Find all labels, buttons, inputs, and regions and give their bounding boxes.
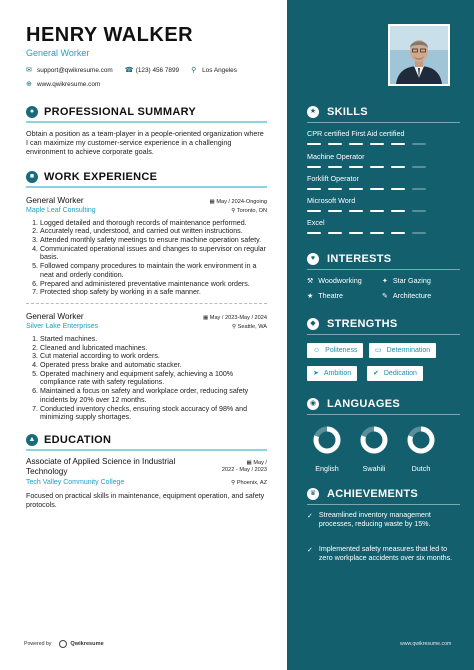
- achievement-item: ✓ Implemented safety measures that led to zero workplace accidents over six months.: [307, 545, 453, 562]
- skill-level-bar: [307, 143, 460, 145]
- language-proficiency-ring: [312, 425, 342, 455]
- briefcase-icon: ■: [26, 171, 38, 183]
- summary-title: PROFESSIONAL SUMMARY: [44, 106, 197, 118]
- job-title: General Worker: [26, 311, 84, 321]
- interest-item: ★ Theatre: [307, 291, 344, 300]
- interests-icon: ♥: [307, 253, 319, 265]
- skill-name: CPR certified First Aid certified: [307, 129, 405, 138]
- education-heading: [26, 434, 273, 446]
- school-name: Tech Valley Community College: [26, 478, 125, 486]
- company-name: Maple Leaf Consulting: [26, 206, 96, 214]
- list-item: 3. Attended monthly safety meetings to ensure machine operation safety.: [40, 236, 267, 245]
- location-pin-icon: ⚲: [231, 479, 237, 486]
- education-rule: [26, 449, 267, 451]
- list-item: 2. Cleaned and lubricated machines.: [40, 344, 267, 353]
- skill-item: [307, 152, 460, 168]
- calendar-icon: ▦: [209, 198, 217, 205]
- language-item: [401, 425, 441, 473]
- company-name: Silver Lake Enterprises: [26, 322, 98, 330]
- strengths-rule: [307, 334, 460, 335]
- language-proficiency-ring: [359, 425, 389, 455]
- job-dates: ▦ May / 2024-Ongoing: [209, 198, 267, 205]
- ambition-icon: ➤: [313, 370, 319, 377]
- job-title: General Worker: [26, 195, 84, 205]
- interests-rule: [307, 269, 460, 270]
- language-item: [307, 425, 347, 473]
- summary-heading: [26, 106, 273, 118]
- thumbs-up-icon: ✓: [307, 513, 313, 520]
- globe-icon: ⊕: [26, 81, 32, 88]
- summary-text: Obtain a position as a team-player in a people-oriented organization where I can maximize my customer-service experience in a challenging environment to achieve corporate goals.: [26, 129, 264, 157]
- job-entry-2: [26, 312, 267, 422]
- languages-title: LANGUAGES: [327, 398, 400, 410]
- language-name: English: [315, 464, 339, 473]
- contact-website[interactable]: [26, 81, 100, 88]
- skill-name: Forklift Operator: [307, 174, 359, 183]
- languages-rule: [307, 414, 460, 415]
- skill-level-bar: [307, 210, 460, 212]
- interests-title: INTERESTS: [327, 253, 392, 265]
- strength-tag: ➤ Ambition: [307, 366, 357, 381]
- list-item: 1. Logged detailed and thorough records of maintenance performed.: [40, 219, 267, 228]
- strengths-heading: [307, 318, 398, 330]
- dedication-icon: ✔: [373, 370, 379, 377]
- contact-row: [26, 67, 273, 74]
- contact-phone[interactable]: [125, 67, 179, 74]
- calendar-icon: ▦: [202, 314, 210, 321]
- candidate-name: HENRY WALKER: [26, 24, 194, 46]
- determination-icon: ▭: [375, 347, 382, 354]
- site-footer[interactable]: www.qwikresume.com: [400, 641, 452, 647]
- location-pin-icon: ⚲: [191, 67, 197, 74]
- skills-icon: ★: [307, 106, 319, 118]
- experience-heading: [26, 171, 273, 183]
- job-bullets: [26, 335, 267, 422]
- contact-location: [191, 67, 237, 74]
- list-item: 4. Operated press brake and automatic stacker.: [40, 361, 267, 370]
- avatar: [388, 24, 450, 86]
- list-item: 1. Started machines.: [40, 335, 267, 344]
- degree-title: Associate of Applied Science in Industrial Technology: [26, 456, 176, 476]
- candidate-title: General Worker: [26, 48, 90, 58]
- language-name: Dutch: [411, 464, 431, 473]
- skill-item: [307, 174, 460, 190]
- achievements-heading: [307, 488, 418, 500]
- profile-photo: [390, 26, 448, 84]
- interest-item: ✦ Star Gazing: [382, 276, 431, 285]
- education-dates: ▦ May / 2022 - May / 2023: [221, 459, 267, 473]
- skill-name: Machine Operator: [307, 152, 365, 161]
- strengths-icon: ◆: [307, 318, 319, 330]
- job-entry-1: [26, 196, 267, 297]
- brand-text[interactable]: Qwikresume: [70, 641, 104, 647]
- list-item: 7. Conducted inventory checks, ensuring stock accuracy of 98% and minimizing supply shortages.: [40, 405, 267, 422]
- education-entry: [26, 457, 267, 510]
- powered-by-text: Powered by: [24, 641, 52, 647]
- contact-row-web: [26, 81, 273, 88]
- smile-icon: ☺: [313, 347, 321, 354]
- summary-rule: [26, 121, 267, 123]
- list-item: 6. Prepared and administered preventative maintenance work orders.: [40, 280, 267, 289]
- email-icon: ✉: [26, 67, 32, 74]
- achievements-title: ACHIEVEMENTS: [327, 488, 418, 500]
- trophy-icon: ♛: [307, 488, 319, 500]
- interest-item: ⚒ Woodworking: [307, 276, 362, 285]
- strength-tag: ▭ Determination: [369, 343, 436, 358]
- education-location: ⚲ Phoenix, AZ: [231, 479, 267, 486]
- job-dates: ▦ May / 2023-May / 2024: [202, 314, 267, 321]
- graduation-cap-icon: ▲: [26, 434, 38, 446]
- achievements-rule: [307, 504, 460, 505]
- languages-heading: [307, 398, 400, 410]
- skills-heading: [307, 106, 368, 118]
- skill-item: [307, 196, 460, 212]
- languages-icon: ◉: [307, 398, 319, 410]
- sidebar: [287, 0, 474, 670]
- skills-rule: [307, 122, 460, 123]
- skill-item: [307, 218, 460, 234]
- star-icon: ✦: [382, 277, 388, 285]
- location-pin-icon: ⚲: [232, 323, 238, 330]
- skill-level-bar: [307, 188, 460, 190]
- list-item: 5. Operated machinery and equipment safely, achieving a 100% compliance rate with safety regulations.: [40, 370, 267, 387]
- summary-icon: ●: [26, 106, 38, 118]
- experience-title: WORK EXPERIENCE: [44, 170, 158, 183]
- education-description: Focused on practical skills in maintenance, equipment operation, and safety protocols.: [26, 491, 265, 509]
- theatre-icon: ★: [307, 292, 314, 300]
- strength-tag: ☺ Politeness: [307, 343, 363, 358]
- list-item: 5. Followed company procedures to maintain the work environment in a neat and orderly condition.: [40, 262, 267, 279]
- contact-email[interactable]: [26, 67, 113, 74]
- list-item: 2. Accurately read, understood, and carried out written instructions.: [40, 227, 267, 236]
- skill-level-bar: [307, 166, 460, 168]
- phone-icon: ☎: [124, 67, 134, 74]
- experience-rule: [26, 186, 267, 188]
- interests-heading: [307, 253, 391, 265]
- calendar-icon: ▦: [246, 459, 254, 466]
- list-item: 6. Maintained a focus on safety and workplace order, reducing safety incidents by 20% over 12 months.: [40, 387, 267, 404]
- strengths-title: STRENGTHS: [327, 318, 398, 330]
- skill-level-bar: [307, 232, 460, 234]
- location-text: Los Angeles: [202, 67, 237, 74]
- phone-text: (123) 456 7899: [135, 67, 180, 74]
- location-pin-icon: ⚲: [231, 207, 237, 214]
- language-proficiency-ring: [406, 425, 436, 455]
- achievement-item: ✓ Streamlined inventory management processes, reducing waste by 15%.: [307, 511, 431, 528]
- language-name: Swahili: [362, 464, 386, 473]
- thumbs-up-icon: ✓: [307, 547, 313, 554]
- job-location: ⚲ Seattle, WA: [232, 323, 267, 330]
- job-location: ⚲ Toronto, ON: [231, 207, 267, 214]
- website-text: www.qwikresume.com: [37, 81, 101, 88]
- list-item: 4. Communicated operational issues and changes to supervisor on regular basis.: [40, 245, 267, 262]
- strength-tag: ✔ Dedication: [367, 366, 423, 381]
- interest-item: ✎ Architecture: [382, 291, 432, 300]
- hammer-icon: ⚒: [307, 277, 314, 285]
- list-item: 7. Protected shop safety by working in a safe manner.: [40, 288, 267, 297]
- job-bullets: [26, 219, 267, 297]
- architecture-icon: ✎: [382, 292, 388, 300]
- skills-title: SKILLS: [327, 106, 368, 118]
- skill-name: Excel: [307, 218, 325, 227]
- language-item: [354, 425, 394, 473]
- job-divider: [26, 303, 267, 304]
- skill-item: [307, 129, 460, 145]
- skill-name: Microsoft Word: [307, 196, 356, 205]
- email-text: support@qwikresume.com: [37, 67, 113, 74]
- education-title: EDUCATION: [44, 433, 112, 446]
- qwikresume-logo-icon: [59, 640, 67, 648]
- list-item: 3. Cut material according to work orders.: [40, 352, 267, 361]
- powered-by-footer: [24, 640, 104, 648]
